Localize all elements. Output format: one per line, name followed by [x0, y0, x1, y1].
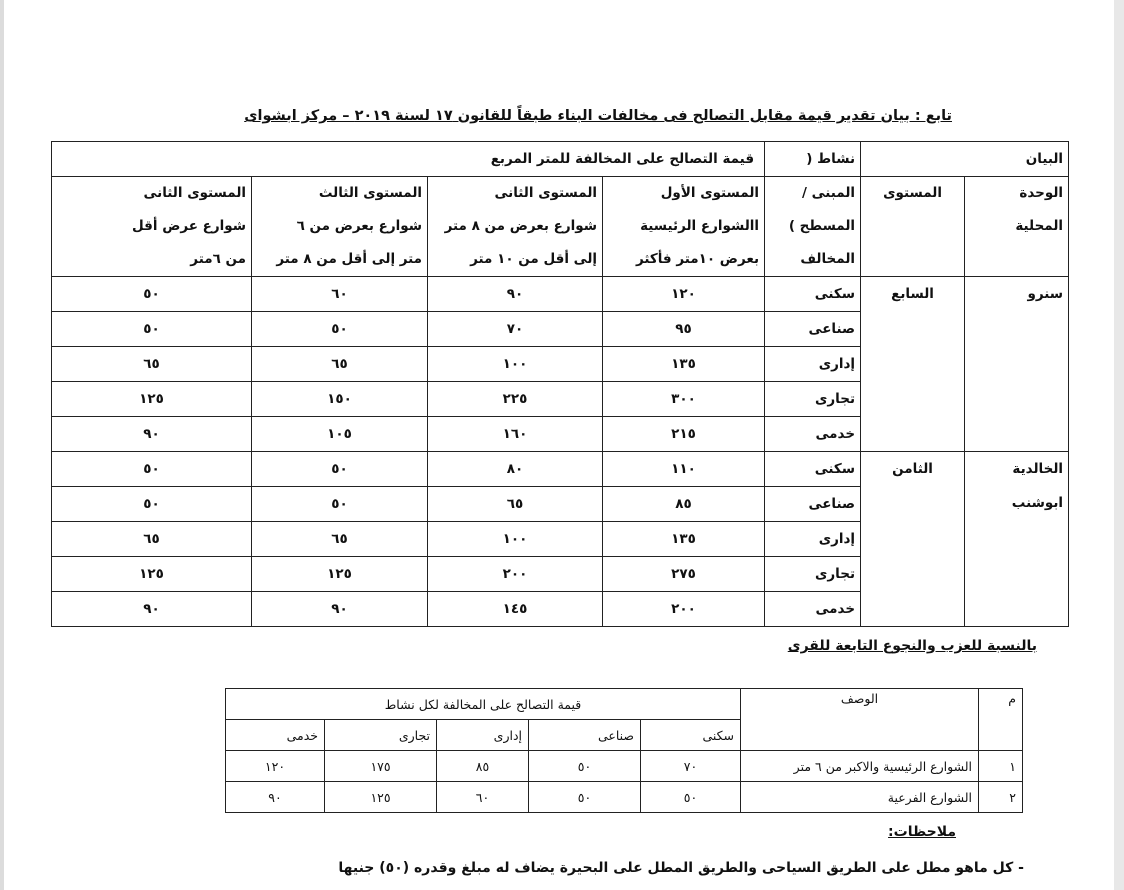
header-col-level-4: المستوى الثانى شوارع عرض أقل من ٦متر	[52, 177, 252, 277]
activity-header: خدمى	[226, 720, 325, 751]
value-cell: ١٦٠	[428, 417, 603, 452]
header-value-title: قيمة التصالح على المخالفة للمتر المربع	[52, 142, 765, 177]
value-cell: ٩٠	[428, 277, 603, 312]
header-col-level-1: المستوى الأول االشوارع الرئيسية بعرض ١٠متر فأكثر	[603, 177, 765, 277]
value-cell: ٢١٥	[603, 417, 765, 452]
value-cell: ٦٠	[437, 782, 529, 813]
table-row	[52, 277, 1069, 312]
scrollbar[interactable]	[1114, 0, 1124, 890]
value-cell: ١٥٠	[252, 382, 428, 417]
level-cell: الثامن	[861, 452, 965, 627]
header-col-level-3: المستوى الثالث شوارع بعرض من ٦ متر إلى أقل من ٨ متر	[252, 177, 428, 277]
value-cell: ١٠٠	[428, 522, 603, 557]
value-cell: ٥٠	[52, 452, 252, 487]
activity-header: صناعى	[529, 720, 641, 751]
local-unit-name: الخالدية	[1012, 461, 1064, 477]
header-row-1	[52, 142, 1069, 177]
value-cell: ١٠٠	[428, 347, 603, 382]
value-cell: ٩٠	[52, 417, 252, 452]
notes-heading: ملاحظات:	[888, 824, 956, 840]
value-cell: ١٠٥	[252, 417, 428, 452]
document-title: تابع : بيان تقدير قيمة مقابل التصالح فى مخالفات البناء طبقاً للقانون ١٧ لسنة ٢٠١٩ – مركز ابشواى	[244, 108, 952, 124]
activity-cell: سكنى	[765, 277, 861, 312]
value-cell: ٥٠	[52, 277, 252, 312]
activity-cell: إدارى	[765, 522, 861, 557]
header-level: المستوى	[861, 177, 965, 277]
value-cell: ٦٥	[252, 522, 428, 557]
local-unit-name-2: ابوشنب	[1011, 495, 1064, 511]
activity-cell: صناعى	[765, 312, 861, 347]
local-unit-cell	[965, 452, 1069, 627]
activity-cell: خدمى	[765, 592, 861, 627]
table-row	[52, 452, 1069, 487]
value-cell: ٦٠	[252, 277, 428, 312]
value-cell: ٥٠	[529, 751, 641, 782]
level-cell: السابع	[861, 277, 965, 452]
activity-header: تجارى	[325, 720, 437, 751]
activity-cell: إدارى	[765, 347, 861, 382]
row-number: ٢	[979, 782, 1023, 813]
value-cell: ١٢٠	[603, 277, 765, 312]
local-unit-cell: سنرو	[965, 277, 1069, 452]
value-cell: ٨٠	[428, 452, 603, 487]
value-cell: ٧٠	[641, 751, 741, 782]
value-cell: ٥٠	[252, 312, 428, 347]
value-cell: ٥٠	[529, 782, 641, 813]
value-cell: ١٢٥	[252, 557, 428, 592]
value-cell: ٥٠	[641, 782, 741, 813]
value-cell: ٥٠	[52, 487, 252, 522]
value-cell: ٢٠٠	[603, 592, 765, 627]
activity-cell: خدمى	[765, 417, 861, 452]
row-number: ١	[979, 751, 1023, 782]
row-description: الشوارع الرئيسية والاكبر من ٦ متر	[741, 751, 979, 782]
value-cell: ٧٠	[428, 312, 603, 347]
activity-header: إدارى	[437, 720, 529, 751]
activity-header: سكنى	[641, 720, 741, 751]
value-cell: ٨٥	[603, 487, 765, 522]
value-cell: ٢٢٥	[428, 382, 603, 417]
value-cell: ٢٠٠	[428, 557, 603, 592]
value-cell: ١٢٥	[52, 557, 252, 592]
value-cell: ١٤٥	[428, 592, 603, 627]
value-cell: ٩٠	[252, 592, 428, 627]
header-local-unit: الوحدة المحلية	[965, 177, 1069, 277]
document-page	[4, 0, 1114, 890]
header-description: الوصف	[741, 689, 979, 751]
activity-cell: تجارى	[765, 557, 861, 592]
value-cell: ١٣٥	[603, 522, 765, 557]
activity-cell: سكنى	[765, 452, 861, 487]
table-row	[226, 751, 1023, 782]
villages-heading: بالنسبة للعزب والنجوع التابعة للقرى	[787, 638, 1037, 654]
row-description: الشوارع الفرعية	[741, 782, 979, 813]
value-cell: ٩٠	[226, 782, 325, 813]
value-cell: ٦٥	[52, 347, 252, 382]
header-m: م	[979, 689, 1023, 751]
value-cell: ٩٠	[52, 592, 252, 627]
value-cell: ٦٥	[252, 347, 428, 382]
valuation-table	[51, 141, 1069, 627]
activity-cell: صناعى	[765, 487, 861, 522]
header-col-level-2: المستوى الثانى شوارع بعرض من ٨ متر إلى أقل من ١٠ متر	[428, 177, 603, 277]
value-cell: ١١٠	[603, 452, 765, 487]
value-cell: ٨٥	[437, 751, 529, 782]
header-building: المبنى / المسطح ) المخالف	[765, 177, 861, 277]
value-cell: ٥٠	[252, 487, 428, 522]
villages-table	[225, 688, 1023, 813]
value-cell: ٢٧٥	[603, 557, 765, 592]
header-row-2	[52, 177, 1069, 277]
value-cell: ٥٠	[52, 312, 252, 347]
value-cell: ١٧٥	[325, 751, 437, 782]
value-cell: ٣٠٠	[603, 382, 765, 417]
value-cell: ٥٠	[252, 452, 428, 487]
villages-header-row-1	[226, 689, 1023, 720]
note-item: - كل ماهو مطل على الطريق السياحى والطريق المطل على البحيرة يضاف له مبلغ وقدره (٥٠) جنيها	[338, 860, 1024, 876]
value-cell: ١٣٥	[603, 347, 765, 382]
value-cell: ١٢٥	[325, 782, 437, 813]
value-cell: ٦٥	[428, 487, 603, 522]
value-cell: ٦٥	[52, 522, 252, 557]
table-row	[226, 782, 1023, 813]
header-bayan: البيان	[861, 142, 1069, 177]
value-cell: ١٢٠	[226, 751, 325, 782]
activity-cell: تجارى	[765, 382, 861, 417]
value-cell: ٩٥	[603, 312, 765, 347]
header-nashat: نشاط (	[765, 142, 861, 177]
header-value-per-activity: قيمة التصالح على المخالفة لكل نشاط	[226, 689, 741, 720]
value-cell: ١٢٥	[52, 382, 252, 417]
